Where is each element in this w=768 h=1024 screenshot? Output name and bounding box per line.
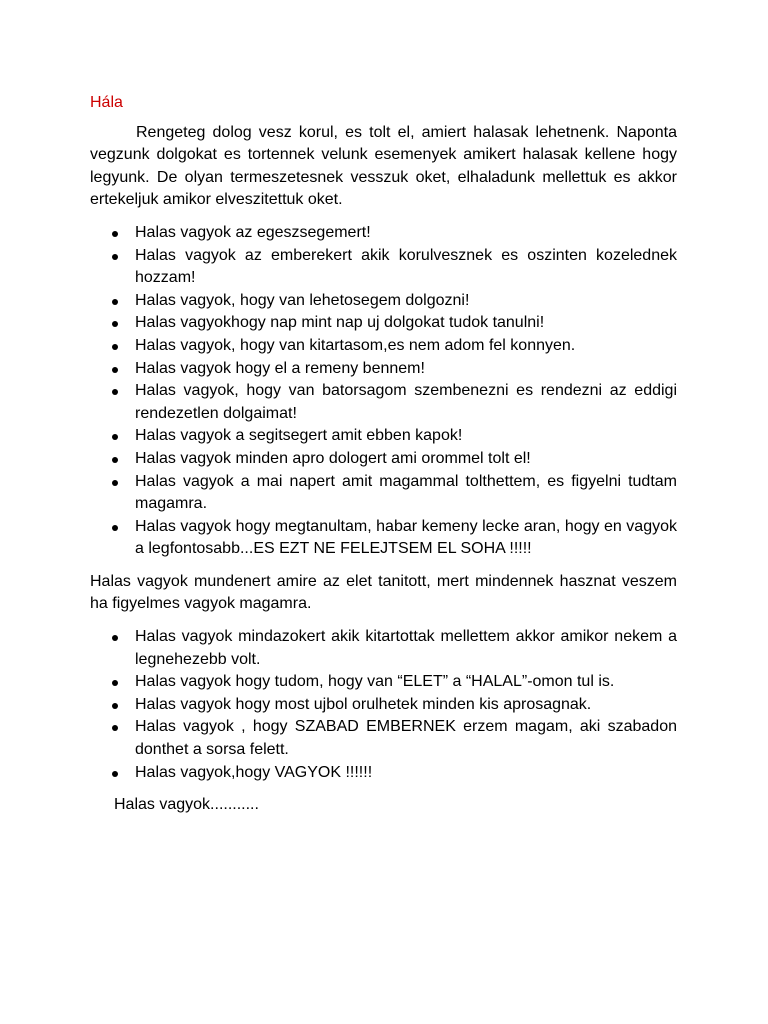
list-item	[90, 716, 677, 761]
list-item	[90, 312, 677, 335]
list-item-text: Halas vagyok hogy megtanultam, habar kemeny lecke aran, hogy en vagyok a legfontosabb...ES EZT NE FELEJTSEM EL SOHA !!!!!	[135, 517, 677, 558]
intro-paragraph: Rengeteg dolog vesz korul, es tolt el, amiert halasak lehetnenk. Naponta vegzunk dolgokat es tortennek velunk esemenyek amikert halasak kellene hogy legyunk. De olyan termeszetesnek vesszuk oket, elhaladunk mellettuk es akkor ertekeljuk amikor elveszitettuk oket.	[90, 123, 677, 209]
gratitude-list-2	[90, 626, 677, 784]
list-item-text: Halas vagyok hogy most ujbol orulhetek minden kis aprosagnak.	[135, 695, 592, 713]
list-item	[90, 425, 677, 448]
bullet-icon	[112, 480, 118, 486]
list-item-text: Halas vagyok a mai napert amit magammal tolthettem, es figyelni tudtam magamra.	[135, 472, 677, 513]
document-page	[90, 92, 677, 817]
bullet-icon	[112, 434, 118, 440]
list-item-text: Halas vagyokhogy nap mint nap uj dolgokat tudok tanulni!	[135, 314, 545, 332]
list-item	[90, 245, 677, 290]
list-item-text: Halas vagyok hogy tudom, hogy van “ELET” a “HALAL”-omon tul is.	[135, 673, 615, 691]
list-item-text: Halas vagyok az egeszsegemert!	[135, 223, 371, 241]
bullet-icon	[112, 344, 118, 350]
bullet-icon	[112, 725, 118, 731]
list-item-text: Halas vagyok a segitsegert amit ebben kapok!	[135, 427, 463, 445]
list-item	[90, 380, 677, 425]
list-item	[90, 222, 677, 245]
list-item	[90, 626, 677, 671]
list-item-text: Halas vagyok minden apro dologert ami orommel tolt el!	[135, 449, 531, 467]
middle-paragraph: Halas vagyok mundenert amire az elet tanitott, mert mindennek hasznat veszem ha figyelmes vagyok magamra.	[90, 572, 677, 613]
bullet-icon	[112, 299, 118, 305]
list-item	[90, 471, 677, 516]
bullet-icon	[112, 389, 118, 395]
gratitude-list-1	[90, 222, 677, 561]
list-item-text: Halas vagyok, hogy van kitartasom,es nem adom fel konnyen.	[135, 336, 576, 354]
bullet-icon	[112, 457, 118, 463]
list-item	[90, 358, 677, 381]
document-title: Hála	[90, 94, 123, 111]
list-item-text: Halas vagyok,hogy VAGYOK !!!!!!	[135, 763, 373, 781]
bullet-icon	[112, 703, 118, 709]
bullet-icon	[112, 635, 118, 641]
bullet-icon	[112, 254, 118, 260]
bullet-icon	[112, 321, 118, 327]
closing-line: Halas vagyok...........	[114, 796, 259, 814]
list-item-text: Halas vagyok az emberekert akik korulvesznek es oszinten kozelednek hozzam!	[135, 246, 677, 287]
list-item	[90, 290, 677, 313]
bullet-icon	[112, 680, 118, 686]
list-item	[90, 516, 677, 561]
bullet-icon	[112, 771, 118, 777]
bullet-icon	[112, 367, 118, 373]
list-item-text: Halas vagyok, hogy van batorsagom szembenezni es rendezni az eddigi rendezetlen dolgaimat!	[135, 382, 677, 422]
list-item	[90, 448, 677, 471]
list-item-text: Halas vagyok mindazokert akik kitartottak mellettem akkor amikor nekem a legnehezebb volt.	[135, 628, 677, 668]
bullet-icon	[112, 231, 118, 237]
list-item	[90, 762, 677, 785]
list-item	[90, 335, 677, 358]
list-item	[90, 671, 677, 694]
list-item	[90, 694, 677, 717]
list-item-text: Halas vagyok , hogy SZABAD EMBERNEK erzem magam, aki szabadon donthet a sorsa felett.	[135, 718, 677, 759]
bullet-icon	[112, 525, 118, 531]
list-item-text: Halas vagyok hogy el a remeny bennem!	[135, 359, 425, 377]
list-item-text: Halas vagyok, hogy van lehetosegem dolgozni!	[135, 291, 470, 309]
